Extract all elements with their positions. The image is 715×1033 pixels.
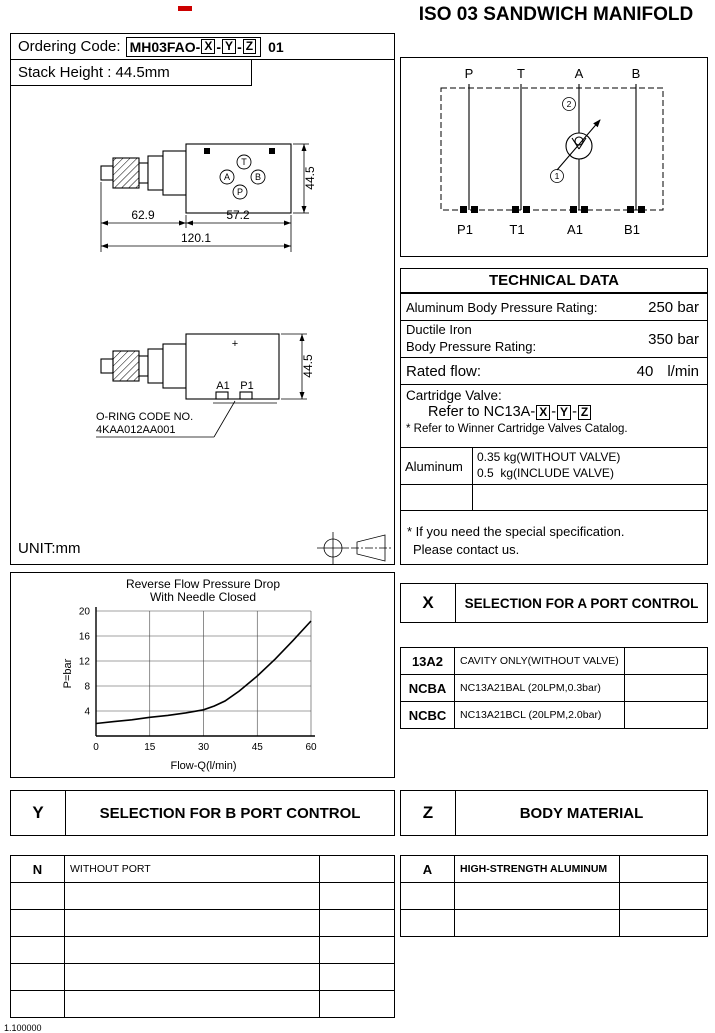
empty-table-row (11, 964, 394, 991)
x-table-key-header: X (401, 584, 456, 622)
z-table-header (400, 790, 708, 836)
port-label-p1: P1 (240, 380, 254, 392)
option-description: NC13A21BCL (20LPM,2.0bar) (455, 702, 625, 728)
z-table-label-header: BODY MATERIAL (519, 804, 644, 822)
y-table-header (10, 790, 395, 836)
y-table-body (10, 855, 395, 1018)
port-label-a1: A1 (216, 380, 230, 392)
schematic-port-p1: P1 (457, 222, 473, 237)
pressure-drop-chart (11, 573, 394, 777)
aluminum-pressure-row (401, 294, 707, 321)
schematic-port-a1: A1 (567, 222, 583, 237)
schematic-port-t: T (517, 66, 525, 81)
schematic-port-b1: B1 (624, 222, 640, 237)
svg-text:15: 15 (144, 742, 156, 753)
empty-table-row (401, 910, 707, 937)
aluminum-pressure-label: Aluminum Body Pressure Rating: (406, 299, 598, 315)
dim-height-top: 44.5 (303, 166, 317, 190)
stack-height-row: Stack Height : 44.5mm (11, 60, 252, 86)
pressure-drop-chart-panel (10, 572, 395, 778)
bolt-hole (269, 148, 275, 154)
manifold-side-view-bottom (96, 334, 315, 437)
svg-text:4: 4 (84, 706, 90, 718)
check-valve-symbol (551, 98, 601, 183)
option-description: HIGH-STRENGTH ALUMINUM (455, 856, 620, 882)
aluminum-pressure-value: 250 bar (648, 298, 699, 316)
table-row (11, 856, 394, 883)
ductile-iron-pressure-value: 350 bar (648, 330, 699, 348)
page-title: ISO 03 SANDWICH MANIFOLD (418, 4, 694, 25)
dim-height-bottom: 44.5 (301, 354, 315, 378)
weight-material: Aluminum (401, 448, 473, 484)
manifold-side-view-top (101, 144, 317, 252)
port-label-p: P (236, 187, 244, 197)
y-table-label-header: SELECTION FOR B PORT CONTROL (99, 804, 361, 822)
empty-table-row (401, 883, 707, 910)
svg-text:20: 20 (78, 606, 90, 618)
option-extra-cell (625, 675, 707, 701)
schematic-port-a: A (574, 66, 584, 81)
svg-text:Reverse Flow Pressure Drop: Reverse Flow Pressure Drop (125, 577, 281, 591)
empty-table-row (11, 910, 394, 937)
empty-table-row (11, 937, 394, 964)
port-label-t: T (241, 157, 247, 167)
dim-width-left: 62.9 (131, 208, 155, 222)
special-spec-footnote: * If you need the special specification. Please contact us. (407, 524, 625, 557)
code-separator: - (237, 38, 242, 55)
svg-text:12: 12 (78, 656, 90, 668)
svg-text:P=bar: P=bar (62, 658, 74, 689)
dim-width-total: 120.1 (180, 231, 212, 245)
option-extra-cell (625, 648, 707, 674)
technical-data-title: TECHNICAL DATA (401, 269, 707, 294)
svg-text:Flow-Q(l/min): Flow-Q(l/min) (170, 760, 237, 772)
weight-row-aluminum (401, 448, 707, 485)
schematic-port-b: B (631, 66, 641, 81)
svg-text:0: 0 (93, 742, 99, 753)
footer-code: 1.100000 (4, 1023, 42, 1033)
svg-text:8: 8 (84, 681, 90, 693)
table-row (401, 702, 707, 729)
x-table-body (400, 647, 708, 729)
svg-text:With Needle Closed: With Needle Closed (149, 590, 257, 604)
cartridge-z-box: Z (578, 405, 591, 420)
z-table-body (400, 855, 708, 937)
cartridge-valve-label: Cartridge Valve: (406, 388, 502, 403)
ordering-code-value (126, 37, 262, 57)
unit-label: UNIT:mm (18, 540, 81, 557)
option-code: NCBA (401, 675, 455, 701)
rated-flow-row (401, 358, 707, 385)
ordering-code-label: Ordering Code: (18, 38, 121, 55)
schematic-port-p: P (464, 66, 474, 81)
projection-symbol (317, 532, 391, 564)
bolt-hole (204, 148, 210, 154)
empty-table-row (11, 883, 394, 910)
option-code: N (11, 856, 65, 882)
technical-data-panel (400, 268, 708, 565)
dim-width-right: 57.2 (226, 208, 250, 222)
y-table-key-header: Y (11, 791, 66, 835)
cartridge-x-box: X (536, 405, 550, 420)
ductile-iron-pressure-label: Ductile Iron Body Pressure Rating: (406, 322, 537, 354)
z-table-key-header: Z (401, 791, 456, 835)
table-row (401, 648, 707, 675)
option-description: NC13A21BAL (20LPM,0.3bar) (455, 675, 625, 701)
code-prefix: MH03FAO- (129, 38, 201, 55)
hydraulic-schematic (401, 58, 707, 256)
oring-code-label: O-RING CODE NO. (96, 411, 194, 423)
option-extra-cell (625, 702, 707, 728)
code-separator: - (216, 38, 222, 55)
option-extra-cell (320, 856, 394, 882)
drawing-panel (10, 33, 395, 565)
rated-flow-label: Rated flow: (406, 362, 482, 380)
empty-table-row (11, 991, 394, 1018)
x-table-header (400, 583, 708, 623)
ductile-iron-pressure-row (401, 321, 707, 358)
code-x-box: X (201, 39, 215, 54)
weight-values: 0.35 kg(WITHOUT VALVE) 0.5 kg(INCLUDE VALVE) (477, 450, 621, 480)
schematic-port-t1: T1 (509, 222, 525, 237)
table-row (401, 675, 707, 702)
option-description: WITHOUT PORT (65, 856, 320, 882)
cartridge-catalog-note: * Refer to Winner Cartridge Valves Catalog. (406, 423, 628, 435)
red-mark (178, 6, 192, 11)
code-z-box: Z (243, 39, 256, 54)
svg-text:16: 16 (78, 631, 90, 643)
weight-table (401, 448, 707, 511)
cartridge-valve-row (401, 385, 707, 448)
table-row (401, 856, 707, 883)
valve-mark-2: 2 (566, 99, 572, 109)
schematic-panel (400, 57, 708, 257)
svg-text:30: 30 (197, 742, 210, 753)
plus-mark: + (231, 338, 239, 350)
svg-text:45: 45 (251, 742, 263, 753)
cartridge-valve-refer: Refer to NC13A- X - Y - Z (406, 404, 702, 420)
option-extra-cell (620, 856, 707, 882)
port-label-a: A (223, 172, 231, 182)
option-description: CAVITY ONLY(WITHOUT VALVE) (455, 648, 625, 674)
weight-row-empty (401, 485, 707, 511)
svg-text:60: 60 (305, 742, 317, 753)
valve-mark-1: 1 (554, 171, 560, 181)
cartridge-y-box: Y (557, 405, 571, 420)
code-y-box: Y (222, 39, 236, 54)
x-table-label-header: SELECTION FOR A PORT CONTROL (464, 595, 699, 611)
port-label-b: B (254, 172, 262, 182)
dimension-drawings (11, 86, 394, 564)
option-code: A (401, 856, 455, 882)
option-code: 13A2 (401, 648, 455, 674)
oring-code-number: 4KAA012AA001 (96, 424, 176, 436)
rated-flow-value: 40 l/min (636, 362, 699, 380)
code-suffix: 01 (268, 38, 284, 55)
option-code: NCBC (401, 702, 455, 728)
ordering-code-row (11, 34, 394, 60)
